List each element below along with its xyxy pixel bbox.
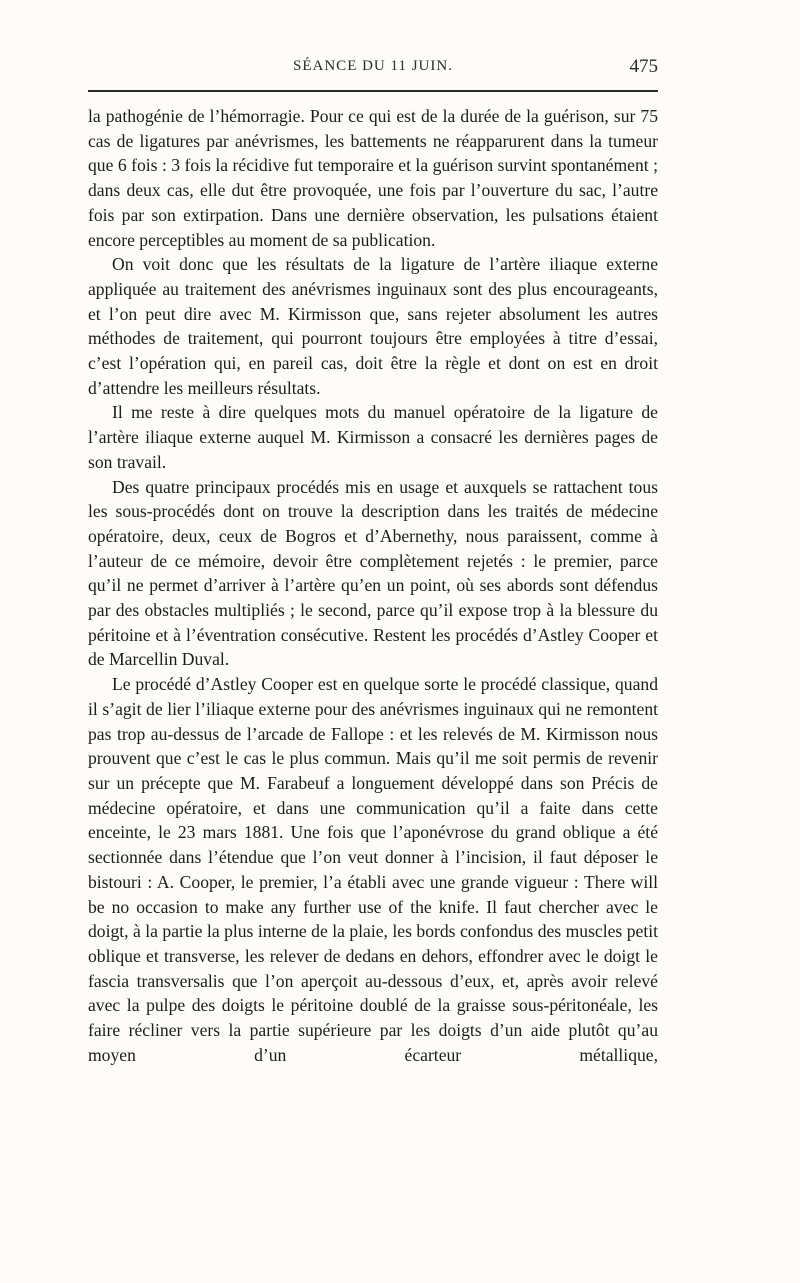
paragraph-four-procedures: Des quatre principaux procédés mis en usage et auxquels se rattachent tous les sous-procédés dont on trouve la description dans les traités de médecine opératoire, deux, ceux de Bogros et d’Abernethy, nous paraissent, comme à l’auteur de ce mémoire, devoir être complètement rejetés : le premier, parce qu’il ne permet d’arriver à l’artère qu’en un point, où ses abords sont défendus par des obstacles multipliés ; le second, parce qu’il expose trop à la blessure du péritoine et à l’éventration consécutive. Restent les procédés d’Astley Cooper et de Marcellin Duval. bbox=[88, 476, 658, 670]
page-header bbox=[88, 58, 658, 88]
paragraph-continuation: la pathogénie de l’hémorragie. Pour ce qui est de la durée de la guérison, sur 75 cas de ligatures par anévrismes, les battements ne réapparurent dans la tumeur que 6 fois : 3 fois la récidive fut temporaire et la guérison survint spontanément ; dans deux cas, elle dut être provoquée, une fois par l’ouverture du sac, l’autre fois par son extirpation. Dans une dernière observation, les pulsations étaient encore perceptibles au moment de sa publication. bbox=[88, 106, 658, 250]
running-head: SÉANCE DU 11 JUIN. bbox=[293, 58, 453, 74]
paragraph-ligature-results: On voit donc que les résultats de la ligature de l’artère iliaque externe appliquée au traitement des anévrismes inguinaux sont des plus encourageants, et l’on peut dire avec M. Kirmisson que, sans rejeter absolument les autres méthodes de traitement, qui pourront toujours être employées à titre d’essai, c’est l’opération qui, en pareil cas, doit être la règle et dont on est en droit d’attendre les meilleurs résultats. bbox=[88, 254, 658, 398]
page-number: 475 bbox=[629, 56, 658, 77]
paragraph-astley-cooper: Le procédé d’Astley Cooper est en quelque sorte le procédé classique, quand il s’agit de lier l’iliaque externe pour des anévrismes inguinaux qui ne remontent pas trop au-dessus de l’arcade de Fallope : et les relevés de M. Kirmisson nous prouvent que c’est le cas le plus commun. Mais qu’il me soit permis de revenir sur un précepte que M. Farabeuf a longuement développé dans son Précis de médecine opératoire, et dans une communication qu’il a faite dans cette enceinte, le 23 mars 1881. Une fois que l’aponévrose du grand oblique a été sectionnée dans l’étendue que l’on veut donner à l’incision, il faut déposer le bistouri : A. Cooper, le premier, l’a établi avec une grande vigueur : There will be no occasion to make any further use of the knife. Il faut chercher avec le doigt, à la partie la plus interne de la plaie, les bords confondus des muscles petit oblique et transverse, les relever de dedans en dehors, effondrer avec le doigt le fascia transversalis que l’on aperçoit au-dessous d’eux, et, après avoir relevé avec la pulpe des doigts le péritoine doublé de la graisse sous-péritonéale, les faire récliner vers la partie supérieure par les doigts d’un aide plutôt qu’au moyen d’un écarteur métallique, bbox=[88, 674, 658, 1065]
paragraph-manual-operatoire: Il me reste à dire quelques mots du manuel opératoire de la ligature de l’artère iliaque externe auquel M. Kirmisson a consacré les dernières pages de son travail. bbox=[88, 402, 658, 472]
body-text bbox=[88, 104, 658, 1067]
header-rule bbox=[88, 90, 658, 92]
